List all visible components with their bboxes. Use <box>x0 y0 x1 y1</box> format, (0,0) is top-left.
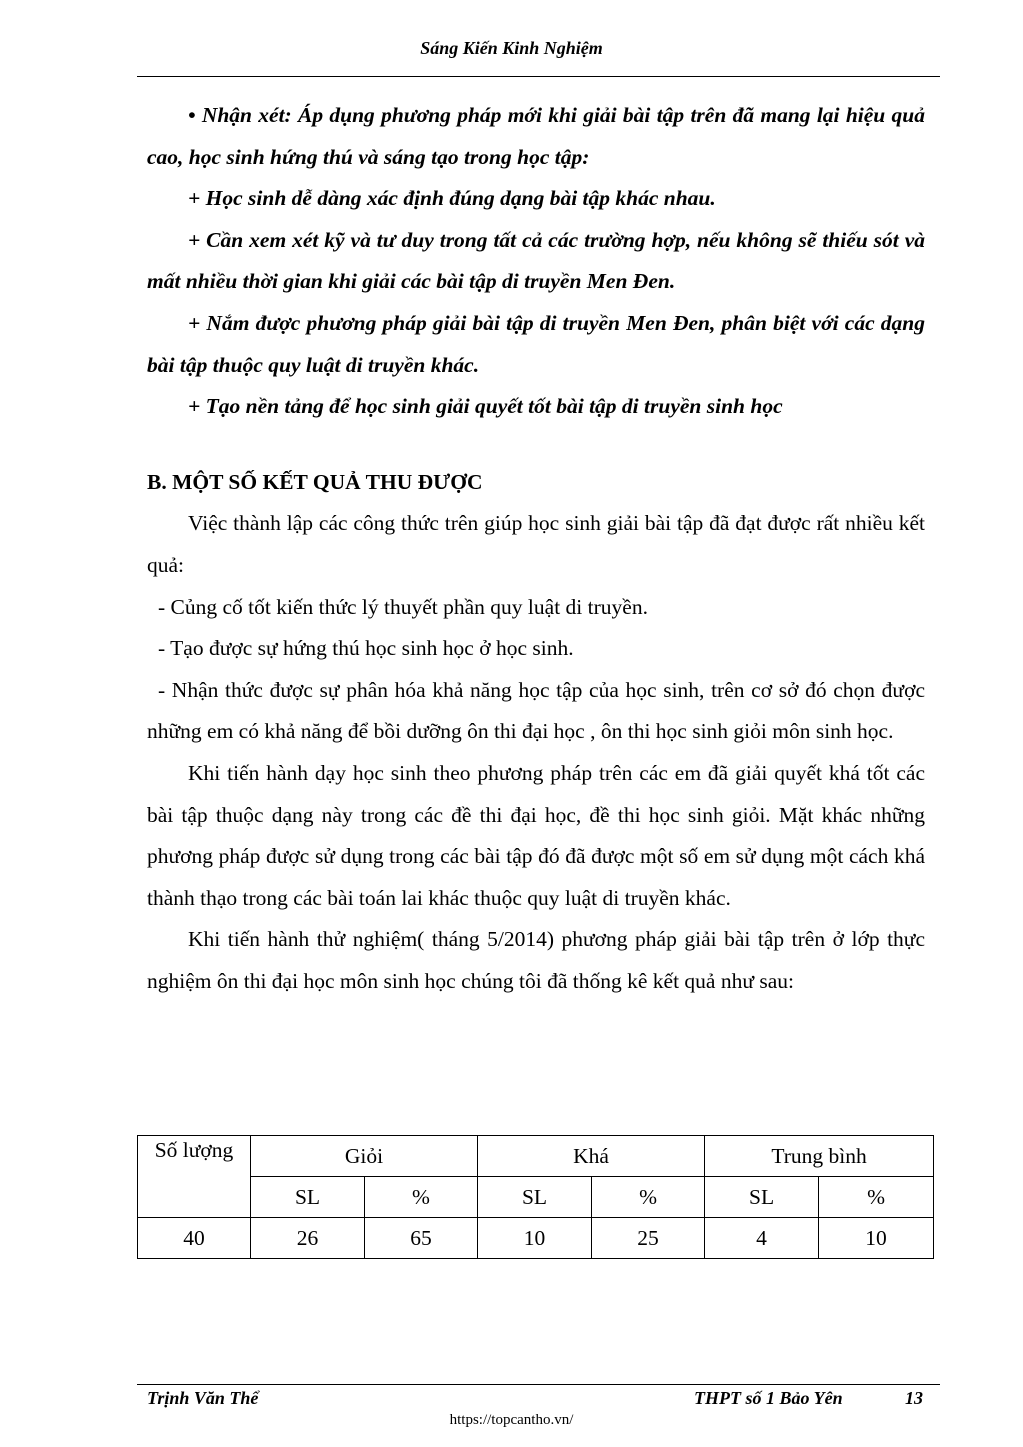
group-header-kha: Khá <box>478 1136 705 1177</box>
header-divider <box>137 76 940 77</box>
section-heading: B. MỘT SỐ KẾT QUẢ THU ĐƯỢC <box>147 469 483 494</box>
remark-point: + Tạo nền tảng để học sinh giải quyết tốt bài tập di truyền sinh học <box>188 394 783 419</box>
cell-gioi-sl: 26 <box>251 1218 365 1259</box>
document-body <box>147 95 925 1002</box>
footer-divider <box>137 1384 940 1385</box>
subheader-sl: SL <box>705 1177 819 1218</box>
page-number: 13 <box>905 1388 923 1408</box>
subheader-pct: % <box>365 1177 478 1218</box>
table-subheader-row <box>138 1177 934 1218</box>
cell-kha-pct: 25 <box>592 1218 705 1259</box>
table-header-row <box>138 1136 934 1177</box>
group-header-gioi: Giỏi <box>251 1136 478 1177</box>
cell-tb-pct: 10 <box>819 1218 934 1259</box>
subheader-sl: SL <box>478 1177 592 1218</box>
remark-point: + Nắm được phương pháp giải bài tập di truyền Men Đen, phân biệt với các dạng bài tập thuộc quy luật di truyền khác. <box>147 310 925 377</box>
remark-point: + Cần xem xét kỹ và tư duy trong tất cả các trường hợp, nếu không sẽ thiếu sót và mất nhiều thời gian khi giải các bài tập di truyền Men Đen. <box>147 227 925 294</box>
subheader-sl: SL <box>251 1177 365 1218</box>
cell-tb-sl: 4 <box>705 1218 819 1259</box>
remark-point: + Học sinh dễ dàng xác định đúng dạng bài tập khác nhau. <box>188 186 716 211</box>
count-header-cell: Số lượng <box>138 1136 251 1218</box>
footer-author: Trịnh Văn Thể <box>147 1388 259 1408</box>
section-lead-paragraph: Việc thành lập các công thức trên giúp học sinh giải bài tập đã đạt được rất nhiều kết quả: <box>147 511 925 577</box>
cell-count: 40 <box>138 1218 251 1259</box>
footer-url-link[interactable]: https://topcantho.vn/ <box>449 1412 574 1428</box>
subheader-pct: % <box>819 1177 934 1218</box>
footer-school: THPT số 1 Bảo Yên <box>694 1388 843 1408</box>
cell-gioi-pct: 65 <box>365 1218 478 1259</box>
remark-paragraph: • Nhận xét: Áp dụng phương pháp mới khi giải bài tập trên đã mang lại hiệu quả cao, học sinh hứng thú và sáng tạo trong học tập: <box>147 103 925 169</box>
subheader-pct: % <box>592 1177 705 1218</box>
result-bullet: - Củng cố tốt kiến thức lý thuyết phần quy luật di truyền. <box>158 594 648 619</box>
body-paragraph: Khi tiến hành dạy học sinh theo phương pháp trên các em đã giải quyết khá tốt các bài tập thuộc dạng này trong các đề thi đại học, đề thi học sinh giỏi. Mặt khác những phương pháp được sử dụng trong các bài tập đó đã được một số em sử dụng một cách khá thành thạo trong các bài toán lai khác thuộc quy luật di truyền khác. <box>147 760 925 910</box>
results-table <box>137 1135 934 1259</box>
result-bullet: - Nhận thức được sự phân hóa khả năng học tập của học sinh, trên cơ sở đó chọn được những em có khả năng để bồi dưỡng ôn thi đại học , ôn thi học sinh giỏi môn sinh học. <box>147 677 925 744</box>
group-header-trung-binh: Trung bình <box>705 1136 934 1177</box>
cell-kha-sl: 10 <box>478 1218 592 1259</box>
table-row <box>138 1218 934 1259</box>
result-bullet: - Tạo được sự hứng thú học sinh học ở học sinh. <box>158 636 574 661</box>
page-header-title: Sáng Kiến Kinh Nghiệm <box>420 38 603 58</box>
body-paragraph: Khi tiến hành thử nghiệm( tháng 5/2014) phương pháp giải bài tập trên ở lớp thực nghiệm ôn thi đại học môn sinh học chúng tôi đã thống kê kết quả như sau: <box>147 927 925 993</box>
section-spacer <box>147 428 925 462</box>
